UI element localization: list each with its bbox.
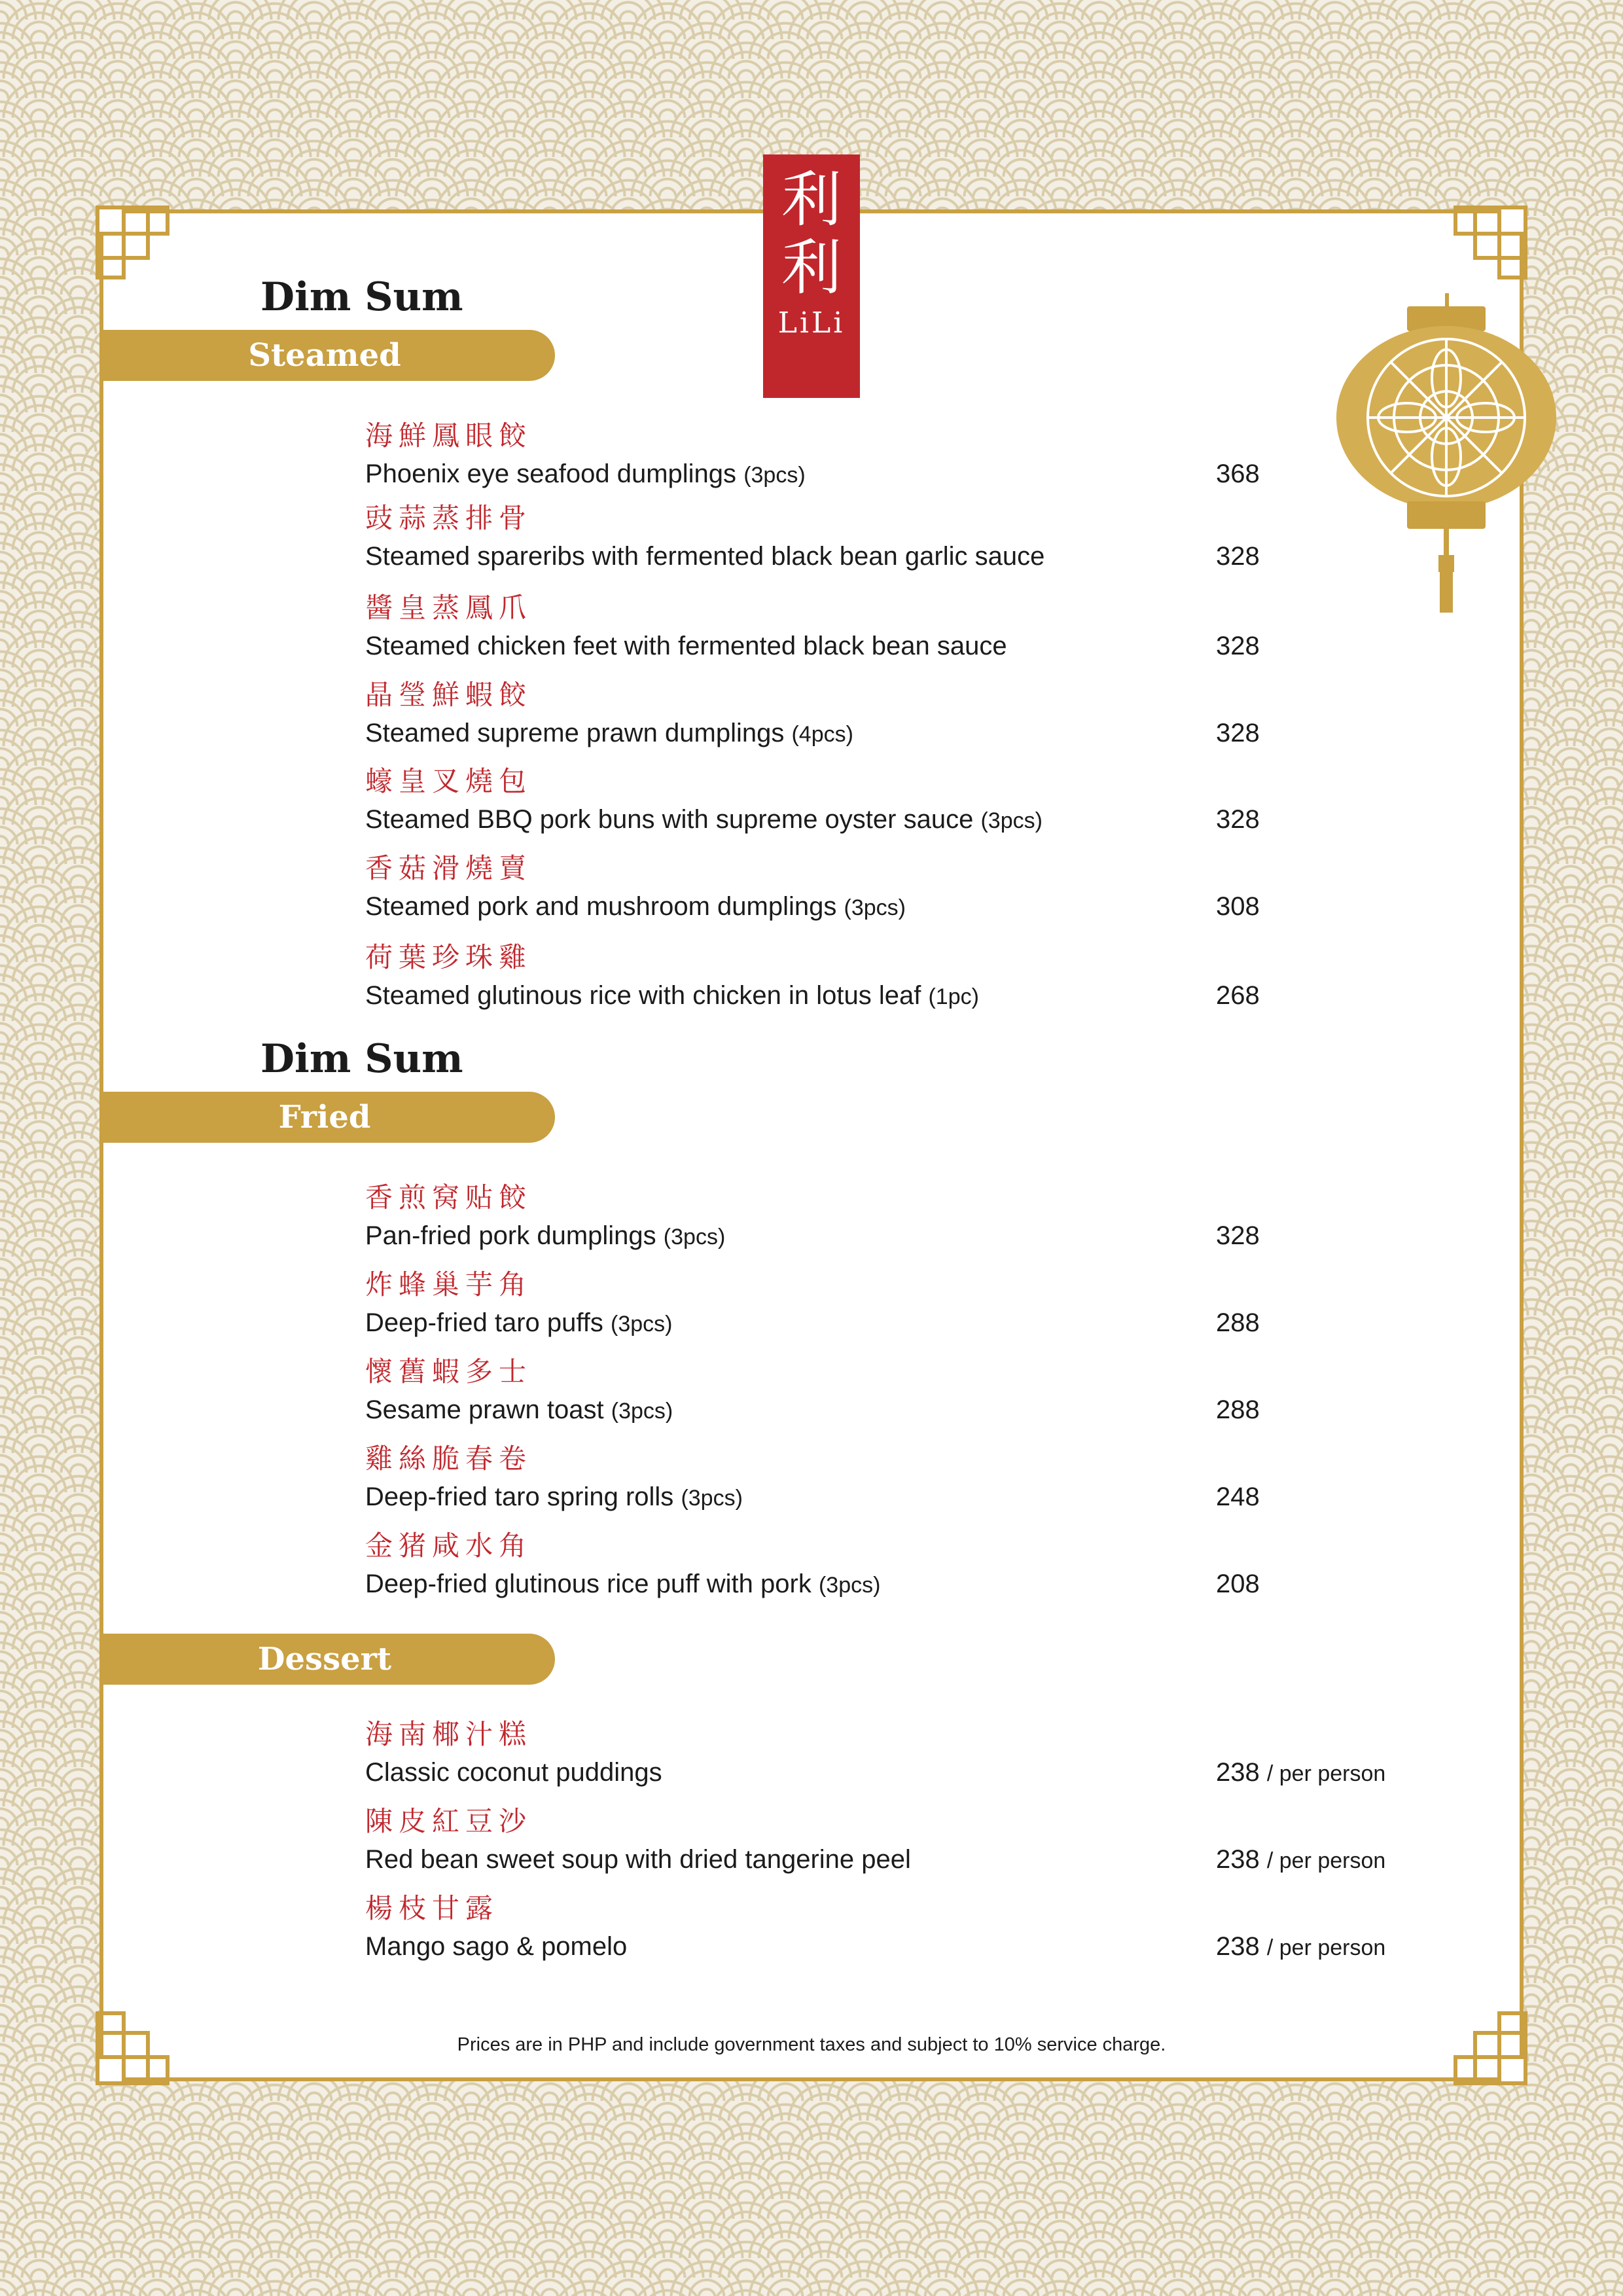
item-chinese-name: 懷舊蝦多士	[365, 1355, 533, 1388]
item-chinese-name: 醬皇蒸鳳爪	[365, 592, 533, 624]
item-chinese-name: 晶瑩鮮蝦餃	[365, 679, 533, 711]
item-english-name: Deep-fried taro puffs (3pcs)	[365, 1308, 673, 1337]
item-english-name: Deep-fried taro spring rolls (3pcs)	[365, 1482, 743, 1511]
item-portion: (3pcs)	[611, 1312, 673, 1336]
item-chinese-name: 楊枝甘露	[365, 1892, 499, 1924]
item-portion: (1pc)	[928, 984, 979, 1009]
item-price: 328	[1216, 805, 1260, 834]
item-english-name: Steamed pork and mushroom dumplings (3pcs)	[365, 892, 906, 921]
item-chinese-name: 香菇滑燒賣	[365, 852, 533, 884]
item-english-name: Steamed spareribs with fermented black bean garlic sauce	[365, 542, 1045, 571]
corner-ornament-top-left	[96, 206, 181, 291]
item-price: 328	[1216, 1221, 1260, 1250]
item-price: 288	[1216, 1308, 1260, 1337]
item-price: 238 / per person	[1216, 1758, 1386, 1787]
item-portion: (3pcs)	[611, 1399, 673, 1424]
menu-item	[365, 591, 1412, 663]
item-portion: (3pcs)	[818, 1573, 881, 1598]
section-heading-steamed: Dim Sum	[260, 274, 463, 320]
item-english-name: Sesame prawn toast (3pcs)	[365, 1395, 673, 1424]
item-portion: (3pcs)	[743, 463, 806, 488]
item-portion: (4pcs)	[791, 722, 853, 747]
item-chinese-name: 海鮮鳳眼餃	[365, 420, 533, 452]
item-chinese-name: 陳皮紅豆沙	[365, 1805, 533, 1837]
item-english-name: Pan-fried pork dumplings (3pcs)	[365, 1221, 726, 1250]
item-price: 328	[1216, 719, 1260, 747]
item-price: 328	[1216, 632, 1260, 660]
category-band-steamed: Steamed	[99, 330, 555, 381]
item-english-name: Mango sago & pomelo	[365, 1932, 628, 1961]
menu-item	[365, 941, 1412, 1013]
item-portion: (3pcs)	[681, 1486, 743, 1511]
corner-ornament-top-right	[1442, 206, 1527, 291]
item-price: 248	[1216, 1482, 1260, 1511]
menu-item	[365, 1529, 1412, 1601]
menu-item	[365, 764, 1412, 836]
item-price: 328	[1216, 542, 1260, 571]
menu-item	[365, 1268, 1412, 1340]
item-english-name: Steamed BBQ pork buns with supreme oyster sauce (3pcs)	[365, 805, 1043, 834]
item-price: 368	[1216, 459, 1260, 488]
item-portion: (3pcs)	[844, 895, 906, 920]
price-unit: / per person	[1266, 1761, 1386, 1786]
item-english-name: Red bean sweet soup with dried tangerine peel	[365, 1845, 911, 1874]
item-chinese-name: 豉蒜蒸排骨	[365, 502, 533, 534]
item-portion: (3pcs)	[663, 1225, 726, 1249]
item-chinese-name: 海南椰汁糕	[365, 1718, 533, 1750]
menu-item	[365, 852, 1412, 924]
menu-item	[365, 1181, 1412, 1253]
price-disclaimer: Prices are in PHP and include government taxes and subject to 10% service charge.	[457, 2034, 1166, 2055]
item-english-name: Classic coconut puddings	[365, 1758, 662, 1787]
category-band-dessert: Dessert	[99, 1634, 555, 1685]
item-chinese-name: 荷葉珍珠雞	[365, 941, 533, 973]
menu-item	[365, 419, 1412, 491]
lili-logo	[763, 154, 860, 398]
menu-item	[365, 501, 1412, 573]
logo-hanzi-2: 利	[781, 233, 842, 303]
item-price: 238 / per person	[1216, 1932, 1386, 1961]
item-price: 208	[1216, 1570, 1260, 1598]
menu-item	[365, 1717, 1412, 1789]
menu-item	[365, 1442, 1412, 1514]
item-price: 288	[1216, 1395, 1260, 1424]
item-price: 238 / per person	[1216, 1845, 1386, 1874]
item-price: 268	[1216, 981, 1260, 1010]
logo-hanzi-1: 利	[781, 165, 842, 235]
item-chinese-name: 雞絲脆春卷	[365, 1443, 533, 1475]
logo-latin: LiLi	[777, 306, 846, 340]
menu-item	[365, 1804, 1412, 1876]
item-chinese-name: 金猪咸水角	[365, 1530, 533, 1562]
item-chinese-name: 香煎窝贴餃	[365, 1181, 533, 1213]
item-english-name: Steamed chicken feet with fermented black bean sauce	[365, 632, 1007, 660]
item-english-name: Steamed supreme prawn dumplings (4pcs)	[365, 719, 853, 747]
category-band-fried: Fried	[99, 1092, 555, 1143]
item-price: 308	[1216, 892, 1260, 921]
menu-item	[365, 1892, 1412, 1964]
item-english-name: Steamed glutinous rice with chicken in lotus leaf (1pc)	[365, 981, 979, 1010]
item-english-name: Phoenix eye seafood dumplings (3pcs)	[365, 459, 806, 488]
item-chinese-name: 蠔皇叉燒包	[365, 765, 533, 797]
price-unit: / per person	[1266, 1848, 1386, 1873]
menu-item	[365, 678, 1412, 750]
price-unit: / per person	[1266, 1935, 1386, 1960]
item-portion: (3pcs)	[980, 808, 1043, 833]
section-heading-fried: Dim Sum	[260, 1036, 463, 1082]
menu-item	[365, 1355, 1412, 1427]
item-chinese-name: 炸蜂巢芋角	[365, 1268, 533, 1300]
item-english-name: Deep-fried glutinous rice puff with pork (3pcs)	[365, 1570, 881, 1598]
